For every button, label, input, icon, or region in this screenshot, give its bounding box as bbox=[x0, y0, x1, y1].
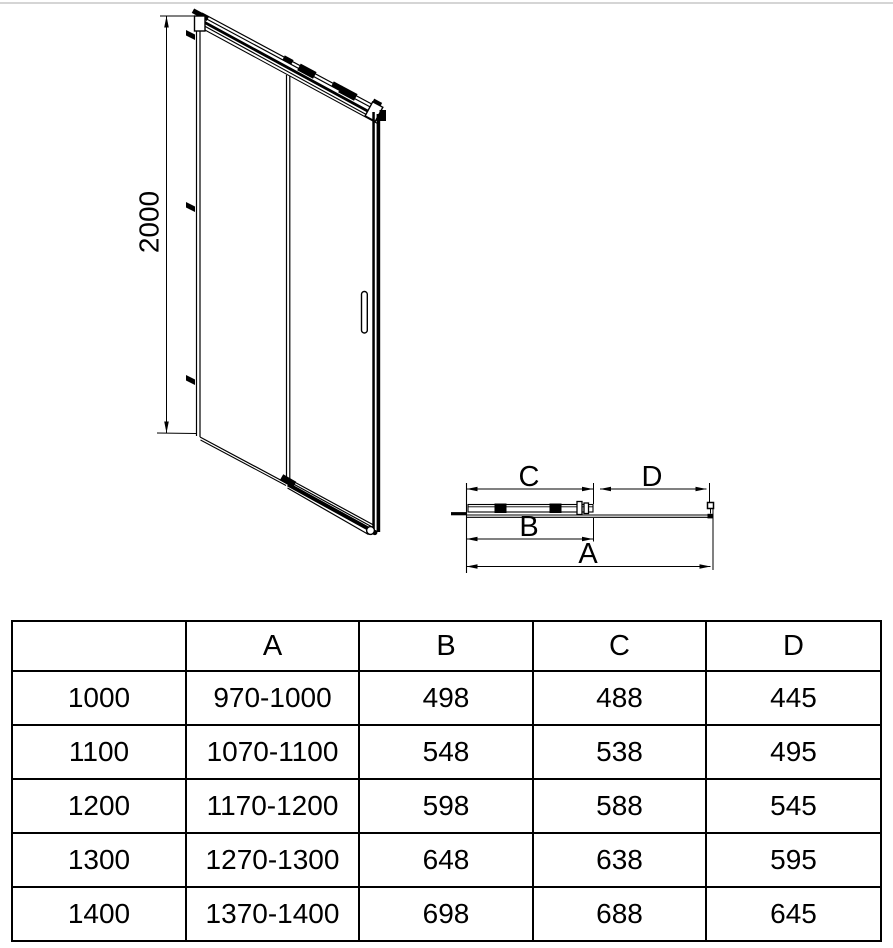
dim-label-d: D bbox=[641, 461, 663, 493]
table-cell: 595 bbox=[706, 833, 881, 887]
arrow-right-icon bbox=[696, 487, 707, 492]
table-header-row bbox=[12, 621, 881, 671]
header-cell-a: A bbox=[186, 621, 359, 671]
table-cell: 538 bbox=[533, 725, 706, 779]
table-row bbox=[12, 887, 881, 941]
table-row bbox=[12, 671, 881, 725]
roller-block-icon bbox=[550, 504, 562, 514]
table-cell: 1070-1100 bbox=[186, 725, 359, 779]
table-cell: 645 bbox=[706, 887, 881, 941]
dim-label-a: A bbox=[578, 538, 598, 570]
table-row bbox=[12, 725, 881, 779]
bottom-rail bbox=[288, 479, 375, 535]
door-bracket-icon bbox=[584, 503, 589, 514]
roller-block-icon bbox=[495, 504, 507, 514]
right-door-profile bbox=[372, 112, 380, 535]
dimension-d bbox=[600, 461, 707, 493]
table-cell: 970-1000 bbox=[186, 671, 359, 725]
table-cell: 548 bbox=[359, 725, 533, 779]
wall-bracket-icon bbox=[186, 202, 195, 212]
panel-end-cap-icon bbox=[708, 514, 714, 519]
arrow-left-icon bbox=[467, 564, 478, 569]
table-cell: 598 bbox=[359, 779, 533, 833]
end-bracket-icon bbox=[708, 503, 714, 509]
table-cell: 1370-1400 bbox=[186, 887, 359, 941]
arrow-left-icon bbox=[600, 487, 611, 492]
front-view-drawing bbox=[133, 9, 386, 536]
table-cell: 638 bbox=[533, 833, 706, 887]
table-row bbox=[12, 779, 881, 833]
table-cell: 488 bbox=[533, 671, 706, 725]
dimension-a bbox=[467, 538, 711, 570]
dimension-b bbox=[467, 511, 594, 543]
table-cell: 1100 bbox=[12, 725, 186, 779]
wall-bracket-icon bbox=[186, 30, 195, 40]
header-cell-size bbox=[12, 621, 186, 671]
height-dimension bbox=[133, 16, 197, 434]
arrow-right-icon bbox=[582, 487, 593, 492]
wall-bracket-icon bbox=[186, 375, 195, 385]
header-cell-d: D bbox=[706, 621, 881, 671]
table-cell: 1000 bbox=[12, 671, 186, 725]
table-cell: 688 bbox=[533, 887, 706, 941]
table-cell: 1400 bbox=[12, 887, 186, 941]
arrow-left-icon bbox=[467, 487, 478, 492]
table-cell: 1300 bbox=[12, 833, 186, 887]
table-cell: 1170-1200 bbox=[186, 779, 359, 833]
arrow-up-icon bbox=[164, 16, 169, 28]
table-cell: 445 bbox=[706, 671, 881, 725]
header-cell-c: C bbox=[533, 621, 706, 671]
fixed-panel-bottom-edge bbox=[200, 437, 287, 486]
door-bracket-icon bbox=[577, 502, 582, 515]
table-row bbox=[12, 833, 881, 887]
plan-view-drawing bbox=[451, 461, 714, 573]
arrow-left-icon bbox=[467, 537, 478, 542]
table-cell: 698 bbox=[359, 887, 533, 941]
table-cell: 588 bbox=[533, 779, 706, 833]
left-wall-profile bbox=[186, 29, 200, 437]
arrow-down-icon bbox=[164, 422, 169, 434]
table-cell: 648 bbox=[359, 833, 533, 887]
rail-end-cap-icon bbox=[367, 527, 375, 535]
spec-table bbox=[11, 620, 882, 942]
table-cell: 495 bbox=[706, 725, 881, 779]
dim-label-b: B bbox=[519, 511, 539, 543]
roller-carriage-icon bbox=[338, 86, 357, 101]
table-cell: 545 bbox=[706, 779, 881, 833]
center-mullion bbox=[280, 75, 296, 488]
dimension-c bbox=[467, 461, 594, 493]
table-cell: 498 bbox=[359, 671, 533, 725]
door-handle bbox=[362, 292, 368, 334]
header-cell-b: B bbox=[359, 621, 533, 671]
table-cell: 1200 bbox=[12, 779, 186, 833]
height-dimension-label: 2000 bbox=[133, 190, 165, 254]
dim-label-c: C bbox=[518, 461, 540, 493]
arrow-right-icon bbox=[700, 564, 711, 569]
top-rail bbox=[202, 13, 381, 124]
table-cell: 1270-1300 bbox=[186, 833, 359, 887]
